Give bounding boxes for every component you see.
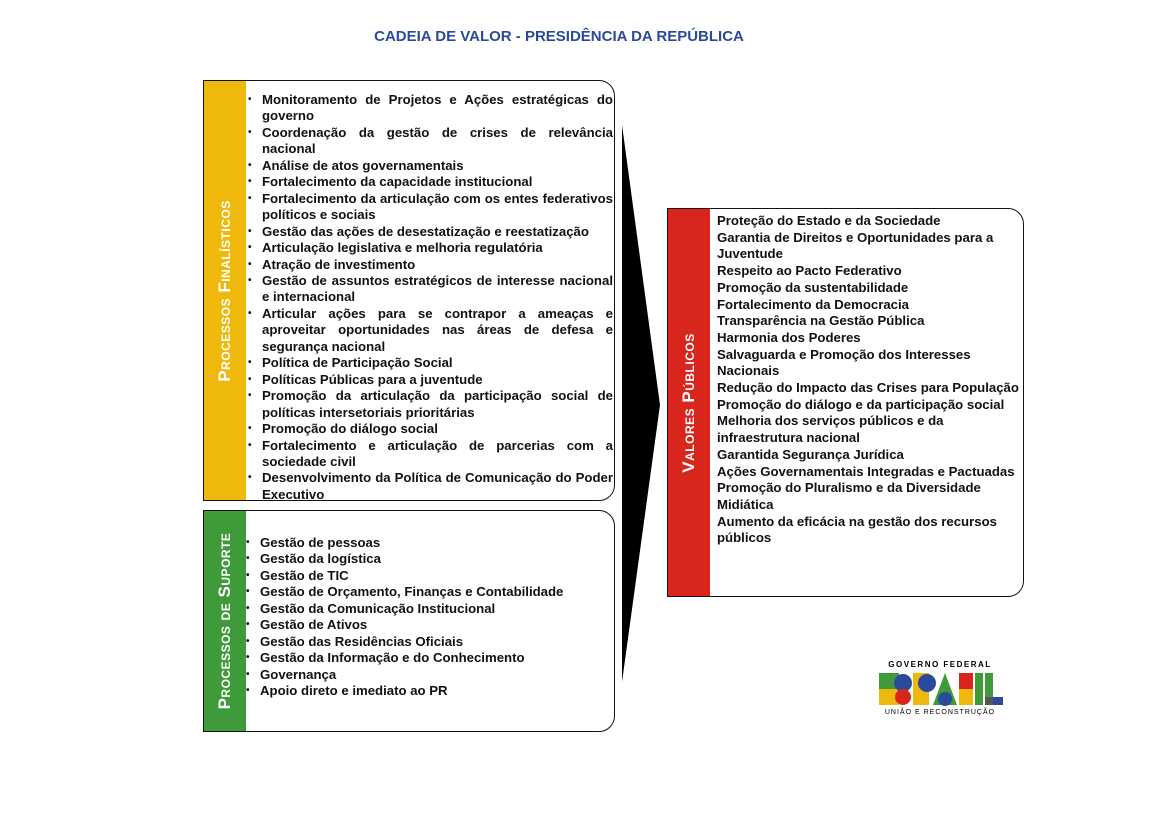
finalistico-item: • Monitoramento de Projetos e Ações estratégicas do governo — [262, 92, 613, 125]
logo-bottom-text: UNIÃO E RECONSTRUÇÃO — [884, 709, 996, 716]
finalistico-item: • Articular ações para se contrapor a ameaças e aproveitar oportunidades nas áreas de defesa e segurança nacional — [262, 306, 613, 355]
finalisticos-label: Processos Finalísticos — [215, 199, 234, 382]
governo-federal-logo — [872, 660, 1008, 716]
valor-item: Promoção da sustentabilidade — [717, 279, 909, 295]
suporte-item: • Gestão de Orçamento, Finanças e Contabilidade — [260, 584, 600, 600]
finalistico-item: • Coordenação da gestão de crises de relevância nacional — [262, 125, 613, 158]
suporte-item: • Gestão das Residências Oficiais — [260, 634, 600, 650]
valor-item: Proteção do Estado e da Sociedade — [717, 213, 941, 228]
finalistico-item: • Gestão das ações de desestatização e reestatização — [262, 224, 613, 240]
finalistico-item: • Promoção do diálogo social — [262, 421, 613, 437]
logo-top-text: GOVERNO FEDERAL — [888, 660, 992, 669]
valor-item: Promoção do Pluralismo e da Diversidade Midiática — [717, 480, 981, 512]
finalistico-item: • Fortalecimento da articulação com os entes federativos políticos e sociais — [262, 191, 613, 224]
brasil-logo-icon — [875, 671, 1005, 707]
finalistico-item: • Gestão de assuntos estratégicos de interesse nacional e internacional — [262, 273, 613, 306]
valor-item: Garantia de Direitos e Oportunidades para a Juventude — [717, 229, 994, 262]
valor-item: Ações Governamentais Integradas e Pactuadas — [717, 463, 1015, 479]
valor-item: Aumento da eficácia na gestão dos recursos públicos — [717, 513, 997, 546]
suporte-item: • Gestão de pessoas — [260, 535, 600, 551]
page-title: CADEIA DE VALOR - PRESIDÊNCIA DA REPÚBLICA — [374, 28, 744, 45]
suporte-item: • Apoio direto e imediato ao PR — [260, 683, 600, 699]
suporte-item: • Gestão de TIC — [260, 568, 600, 584]
valor-item: Salvaguarda e Promoção dos Interesses Nacionais — [717, 346, 971, 379]
valor-item: Garantida Segurança Jurídica — [717, 446, 904, 462]
finalistico-item: • Promoção da articulação da participação social de políticas intersetoriais prioritárias — [262, 388, 613, 421]
valor-item: Melhoria dos serviços públicos e da infraestrutura nacional — [717, 413, 944, 446]
valores-band — [668, 209, 710, 596]
valores-label: Valores Públicos — [679, 332, 698, 473]
suporte-label: Processos de Suporte — [215, 532, 234, 710]
finalistico-item: • Política de Participação Social — [262, 355, 613, 371]
suporte-item: • Gestão de Ativos — [260, 617, 600, 633]
valor-item: Respeito ao Pacto Federativo — [717, 263, 902, 279]
suporte-item: • Gestão da logística — [260, 551, 600, 567]
finalistico-item: • Articulação legislativa e melhoria regulatória — [262, 240, 613, 256]
valor-item: Harmonia dos Poderes — [717, 329, 861, 345]
valor-item: Promoção do diálogo e da participação social — [717, 396, 1005, 412]
suporte-item: • Gestão da Comunicação Institucional — [260, 601, 600, 617]
finalistico-item: • Fortalecimento da capacidade institucional — [262, 174, 613, 190]
finalistico-item: • Fortalecimento e articulação de parcerias com a sociedade civil — [262, 438, 613, 471]
finalistico-item: • Desenvolvimento da Política de Comunicação do Poder Executivo — [262, 470, 613, 503]
valores-list — [717, 213, 1022, 547]
finalistico-item: • Políticas Públicas para a juventude — [262, 372, 613, 388]
valor-item: Transparência na Gestão Pública — [717, 313, 925, 329]
valor-item: Fortalecimento da Democracia — [717, 296, 910, 312]
suporte-item: • Gestão da Informação e do Conhecimento — [260, 650, 600, 666]
valor-item: Redução do Impacto das Crises para População — [717, 380, 1019, 396]
finalistico-item: • Análise de atos governamentais — [262, 158, 613, 174]
finalistico-item: • Atração de investimento — [262, 257, 613, 273]
valores-publicos-box — [667, 208, 1024, 597]
suporte-item: • Governança — [260, 667, 600, 683]
